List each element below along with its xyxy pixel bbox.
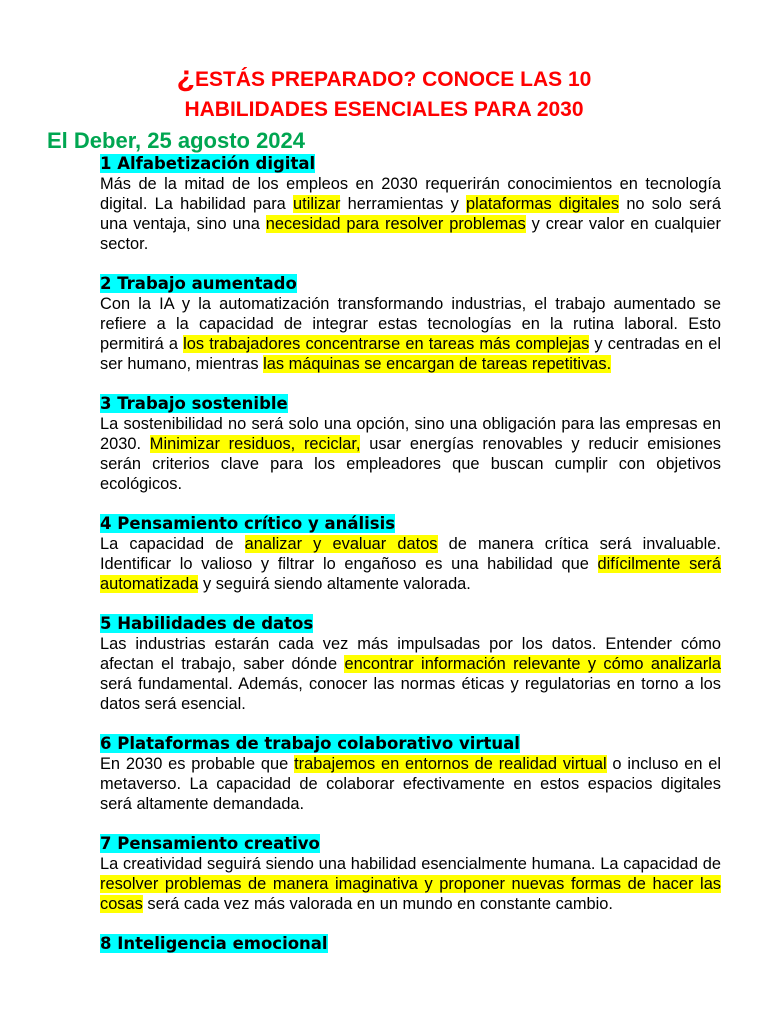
skill-heading <box>100 934 721 954</box>
skill-section <box>100 734 721 814</box>
body-text: Más de la mitad de los empleos en 2030 requerirán conocimientos en tecnología digital. La habilidad para <box>100 175 721 213</box>
skill-body <box>100 414 721 494</box>
skill-heading-text: 8 Inteligencia emocional <box>100 934 328 953</box>
body-text: será cada vez más valorada en un mundo en constante cambio. <box>142 895 613 913</box>
skill-heading-text: 2 Trabajo aumentado <box>100 274 297 293</box>
body-text: La capacidad de <box>100 535 245 553</box>
skill-heading <box>100 154 721 174</box>
highlighted-text: plataformas digitales <box>466 195 620 213</box>
highlighted-text: las máquinas se encargan de tareas repetitivas. <box>263 355 612 373</box>
body-text: será fundamental. Además, conocer las normas éticas y regulatorias en torno a los datos será esencial. <box>100 675 721 713</box>
body-text: y seguirá siendo altamente valorada. <box>198 575 471 593</box>
date-line: El Deber, 25 agosto 2024 <box>47 128 306 153</box>
body-text: Las industrias estarán cada vez más impulsadas por los datos. Entender cómo afectan el trabajo, saber dónde <box>100 635 721 673</box>
document-title <box>60 62 708 125</box>
body-text: no solo será una ventaja, sino una <box>100 195 722 233</box>
skill-heading <box>100 834 721 854</box>
skill-heading-text: 4 Pensamiento crítico y análisis <box>100 514 396 533</box>
skill-section <box>100 154 721 254</box>
title-line-1: ESTÁS PREPARADO? CONOCE LAS 10 <box>194 68 592 91</box>
highlighted-text: trabajemos en entornos de realidad virtual <box>294 755 607 773</box>
highlighted-text: analizar y evaluar datos <box>244 535 438 553</box>
highlighted-text: Minimizar residuos, reciclar, <box>149 435 361 453</box>
skill-body <box>100 294 721 374</box>
body-text: y crear valor en cualquier sector. <box>100 215 721 253</box>
skill-heading <box>100 734 721 754</box>
skill-body <box>100 174 721 254</box>
skill-heading-text: 5 Habilidades de datos <box>100 614 314 633</box>
skill-heading <box>100 514 721 534</box>
skill-section <box>100 274 721 374</box>
skill-heading <box>100 274 721 294</box>
highlighted-text: necesidad para resolver problemas <box>265 215 526 233</box>
skills-list <box>100 154 721 974</box>
body-text: y centradas en el ser humano, mientras <box>100 335 721 373</box>
highlighted-text: encontrar información relevante y cómo analizarla <box>344 655 721 673</box>
skill-section <box>100 394 721 494</box>
body-text: o incluso en el metaverso. La capacidad de colaborar efectivamente en estos espacios digitales será altamente demandada. <box>100 755 722 813</box>
body-text: En 2030 es probable que <box>100 755 295 773</box>
skill-heading <box>100 394 721 414</box>
title-question-mark: ¿ <box>176 60 195 93</box>
highlighted-text: resolver problemas de manera imaginativa y proponer nuevas formas de hacer las cosas <box>100 875 721 913</box>
skill-body <box>100 854 721 914</box>
title-line-2: HABILIDADES ESENCIALES PARA 2030 <box>184 98 584 121</box>
body-text: herramientas y <box>340 195 467 213</box>
body-text: usar energías renovables y reducir emisiones serán criterios clave para los empleadores que buscan cumplir con objetivos ecológicos. <box>100 435 722 493</box>
skill-body <box>100 534 721 594</box>
skill-heading <box>100 614 721 634</box>
skill-heading-text: 6 Plataformas de trabajo colaborativo virtual <box>100 734 520 753</box>
skill-section <box>100 614 721 714</box>
body-text: de manera crítica será invaluable. Identificar lo valioso y filtrar lo engañoso es una habilidad que <box>100 535 721 573</box>
skill-heading-text: 7 Pensamiento creativo <box>100 834 320 853</box>
highlighted-text: difícilmente será automatizada <box>100 555 721 593</box>
skill-section <box>100 834 721 914</box>
skill-section <box>100 514 721 594</box>
highlighted-text: los trabajadores concentrarse en tareas más complejas <box>183 335 590 353</box>
skill-heading-text: 3 Trabajo sostenible <box>100 394 288 413</box>
body-text: La creatividad seguirá siendo una habilidad esencialmente humana. La capacidad de <box>100 855 721 873</box>
skill-body <box>100 634 721 714</box>
skill-body <box>100 754 721 814</box>
highlighted-text: utilizar <box>293 195 341 213</box>
skill-heading-text: 1 Alfabetización digital <box>100 154 316 173</box>
skill-section <box>100 934 721 954</box>
body-text: La sostenibilidad no será solo una opción, sino una obligación para las empresas en 2030. <box>100 415 721 453</box>
body-text: Con la IA y la automatización transformando industrias, el trabajo aumentado se refiere a la capacidad de integrar estas tecnologías en la rutina laboral. Esto permitirá a <box>100 295 721 353</box>
